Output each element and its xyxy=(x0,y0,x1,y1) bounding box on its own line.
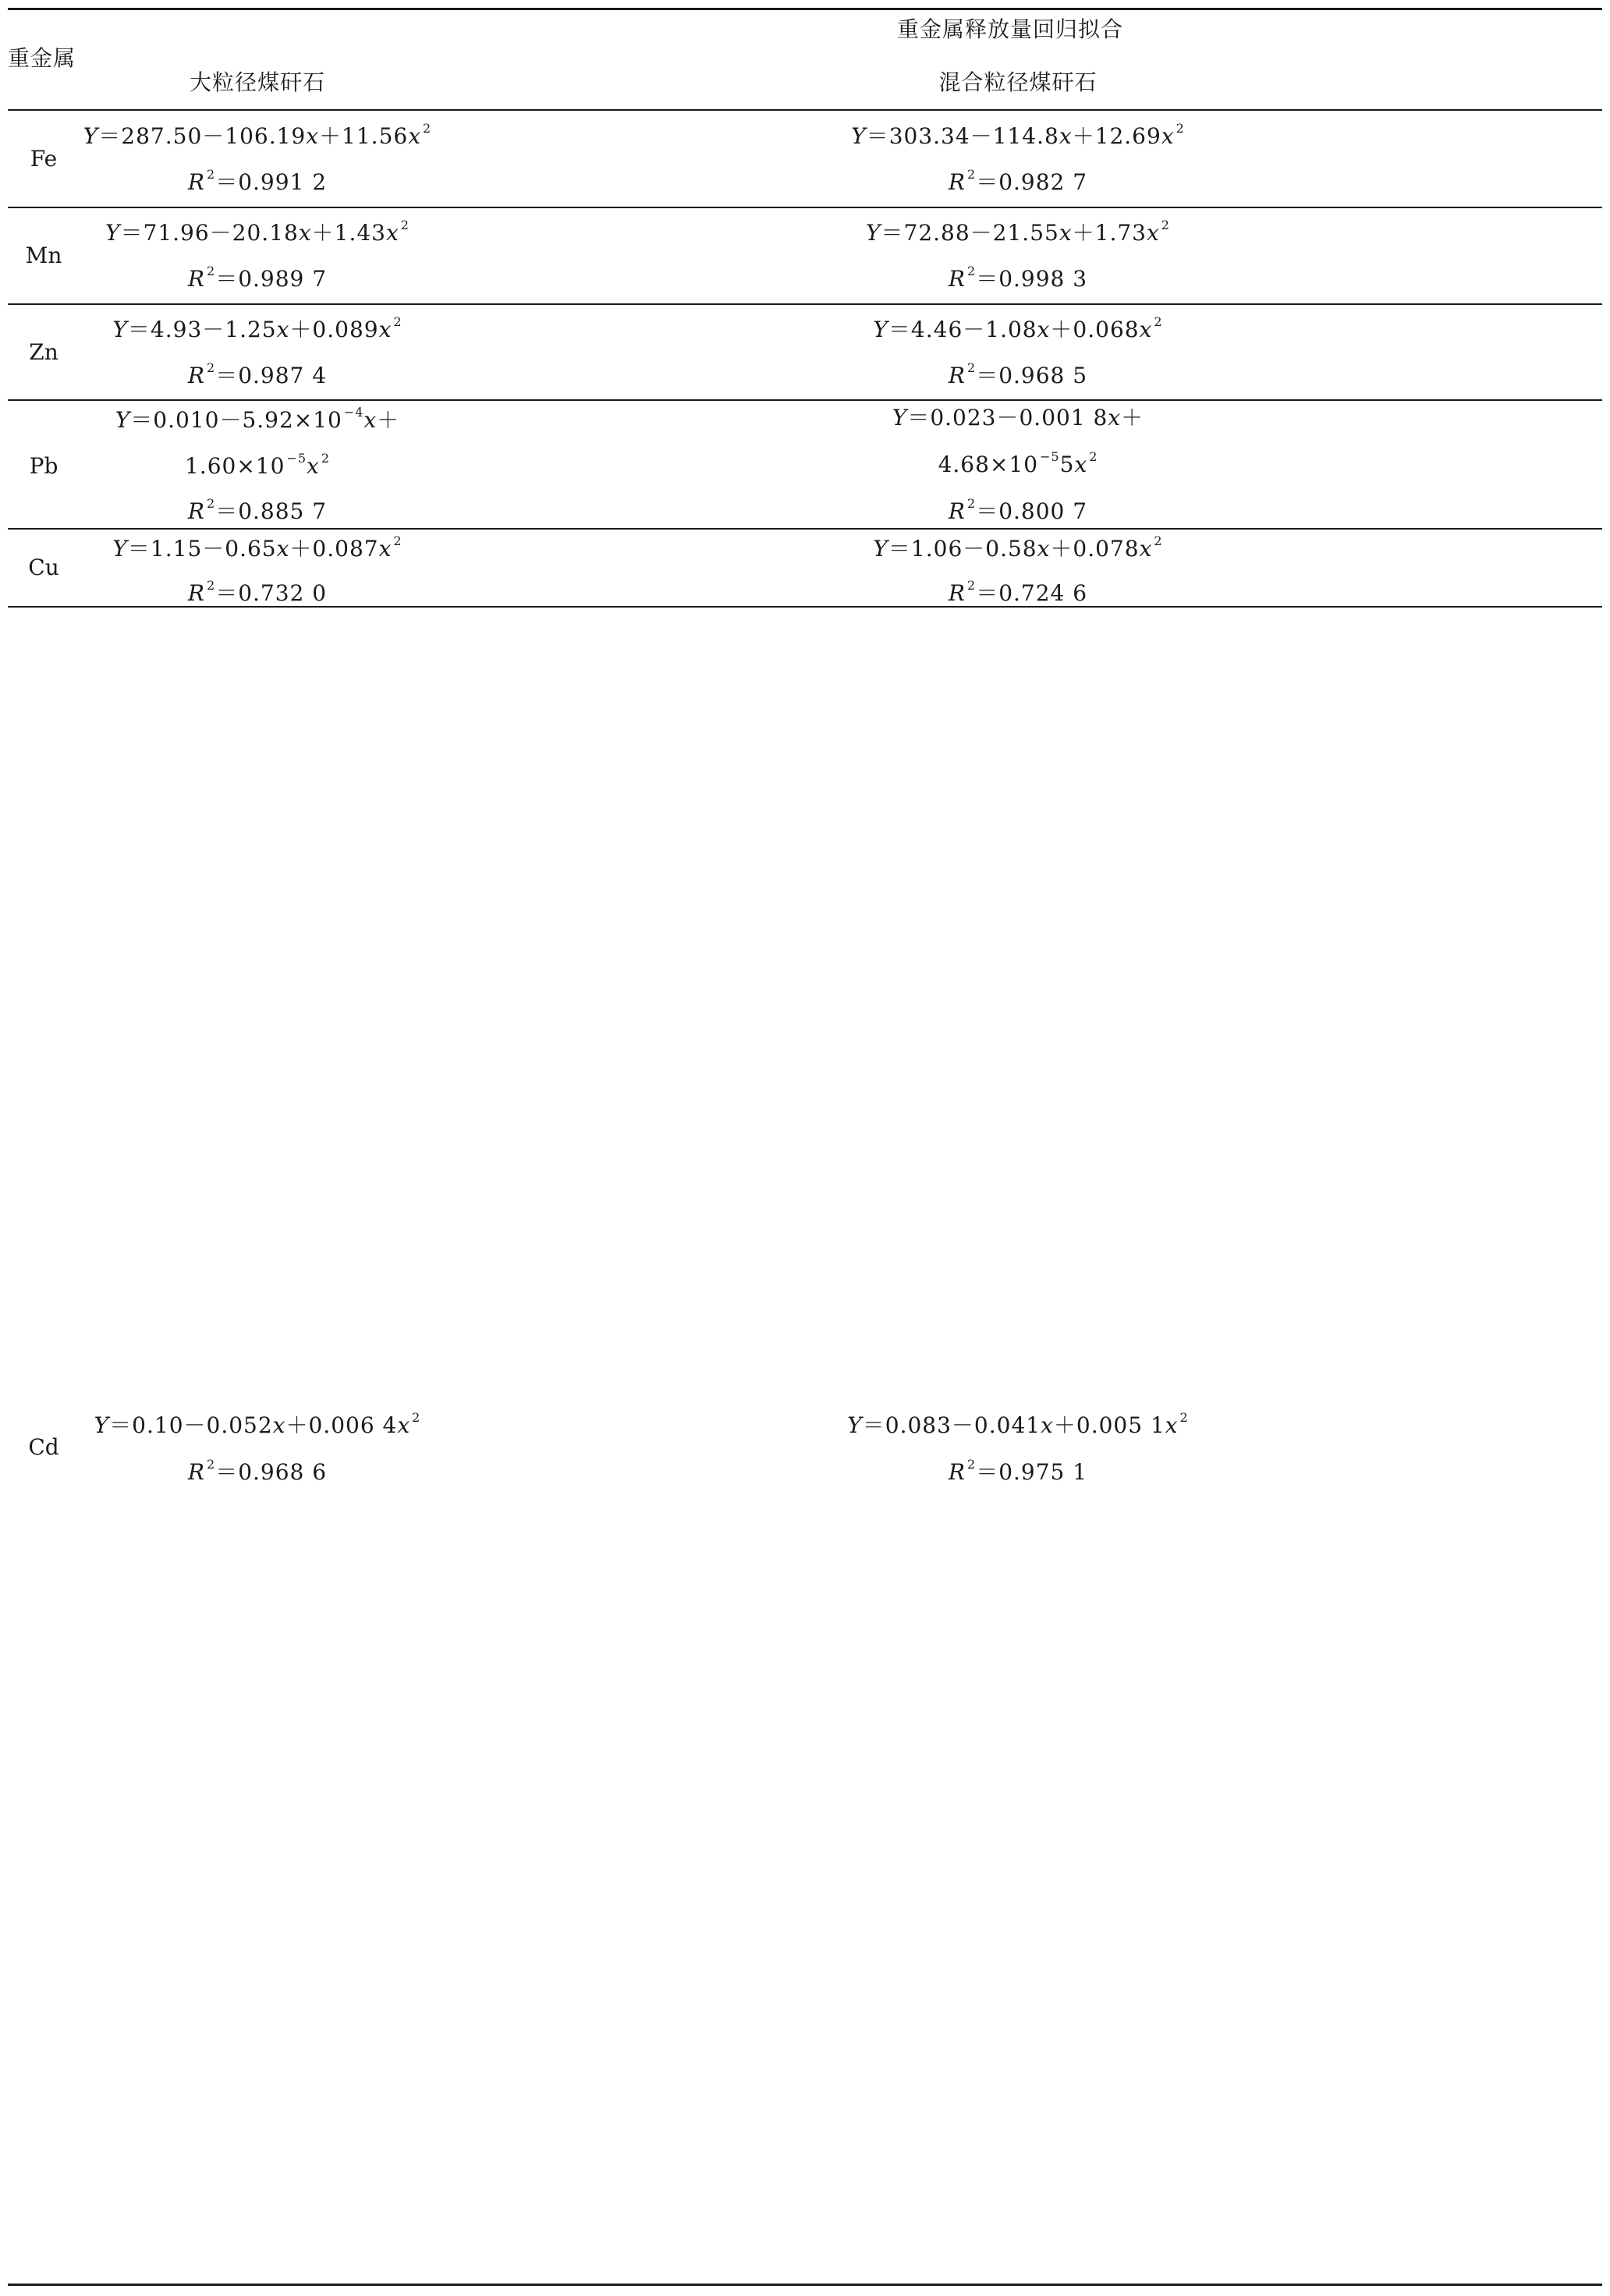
equation-large-fe: Y＝287.50－106.19x＋11.56x $^2$ xyxy=(83,121,432,149)
equation-mixed-zn: Y＝4.46－1.08x＋0.068x $^2$ xyxy=(873,314,1163,342)
r2-mixed-cu: R $^2$＝0.724 6 xyxy=(948,578,1088,606)
row-divider-mn xyxy=(8,303,1602,305)
header-mixed-gangue: 混合粒径煤矸石 xyxy=(938,69,1098,95)
equation-mixed-fe: Y＝303.34－114.8x＋12.69x $^2$ xyxy=(851,121,1185,149)
row-divider-fe xyxy=(8,207,1602,208)
r2-large-pb: R $^2$＝0.885 7 xyxy=(187,496,328,524)
table-top-rule xyxy=(8,8,1602,10)
r2-mixed-cd: R $^2$＝0.975 1 xyxy=(948,1457,1088,1485)
equation-large-cu: Y＝1.15－0.65x＋0.087x $^2$ xyxy=(112,533,402,562)
equation-large-pb-line1: Y＝0.010－5.92×10 $^{-4}$x＋ xyxy=(115,405,400,433)
equation-mixed-cu: Y＝1.06－0.58x＋0.078x $^2$ xyxy=(873,533,1163,562)
header-bottom-rule xyxy=(8,109,1602,111)
r2-mixed-fe: R $^2$＝0.982 7 xyxy=(948,167,1088,195)
header-large-gangue: 大粒径煤矸石 xyxy=(189,69,326,95)
equation-mixed-cd: Y＝0.083－0.041x＋0.005 1x $^2$ xyxy=(847,1410,1189,1438)
r2-mixed-zn: R $^2$＝0.968 5 xyxy=(948,360,1088,388)
header-metal: 重金属 xyxy=(8,45,76,71)
metal-label-fe: Fe xyxy=(30,146,58,172)
r2-large-fe: R $^2$＝0.991 2 xyxy=(187,167,328,195)
r2-large-cu: R $^2$＝0.732 0 xyxy=(187,578,328,606)
r2-large-cd: R $^2$＝0.968 6 xyxy=(187,1457,328,1485)
r2-mixed-mn: R $^2$＝0.998 3 xyxy=(948,264,1088,292)
equation-large-mn: Y＝71.96－20.18x＋1.43x $^2$ xyxy=(105,218,410,246)
equation-mixed-mn: Y＝72.88－21.55x＋1.73x $^2$ xyxy=(866,218,1170,246)
row-divider-zn xyxy=(8,399,1602,401)
r2-large-zn: R $^2$＝0.987 4 xyxy=(187,360,328,388)
row-divider-pb xyxy=(8,528,1602,530)
equation-mixed-pb-line1: Y＝0.023－0.001 8x＋ xyxy=(892,405,1144,430)
metal-label-cd: Cd xyxy=(28,1434,59,1460)
r2-mixed-pb: R $^2$＝0.800 7 xyxy=(948,496,1088,524)
equation-large-pb-line2: 1.60×10 $^{-5}$x $^2$ xyxy=(184,451,331,479)
metal-label-cu: Cu xyxy=(28,555,59,580)
equation-large-cd: Y＝0.10－0.052x＋0.006 4x $^2$ xyxy=(94,1410,421,1438)
metal-label-mn: Mn xyxy=(25,243,62,268)
equation-large-zn: Y＝4.93－1.25x＋0.089x $^2$ xyxy=(112,314,402,342)
r2-large-mn: R $^2$＝0.989 7 xyxy=(187,264,328,292)
metal-label-pb: Pb xyxy=(29,453,59,479)
table-bottom-rule xyxy=(8,2284,1602,2286)
metal-label-zn: Zn xyxy=(29,339,59,365)
header-regression-group: 重金属释放量回归拟合 xyxy=(896,16,1124,42)
equation-mixed-pb-line2: 4.68×10 $^{-5}$5x $^2$ xyxy=(938,449,1098,477)
